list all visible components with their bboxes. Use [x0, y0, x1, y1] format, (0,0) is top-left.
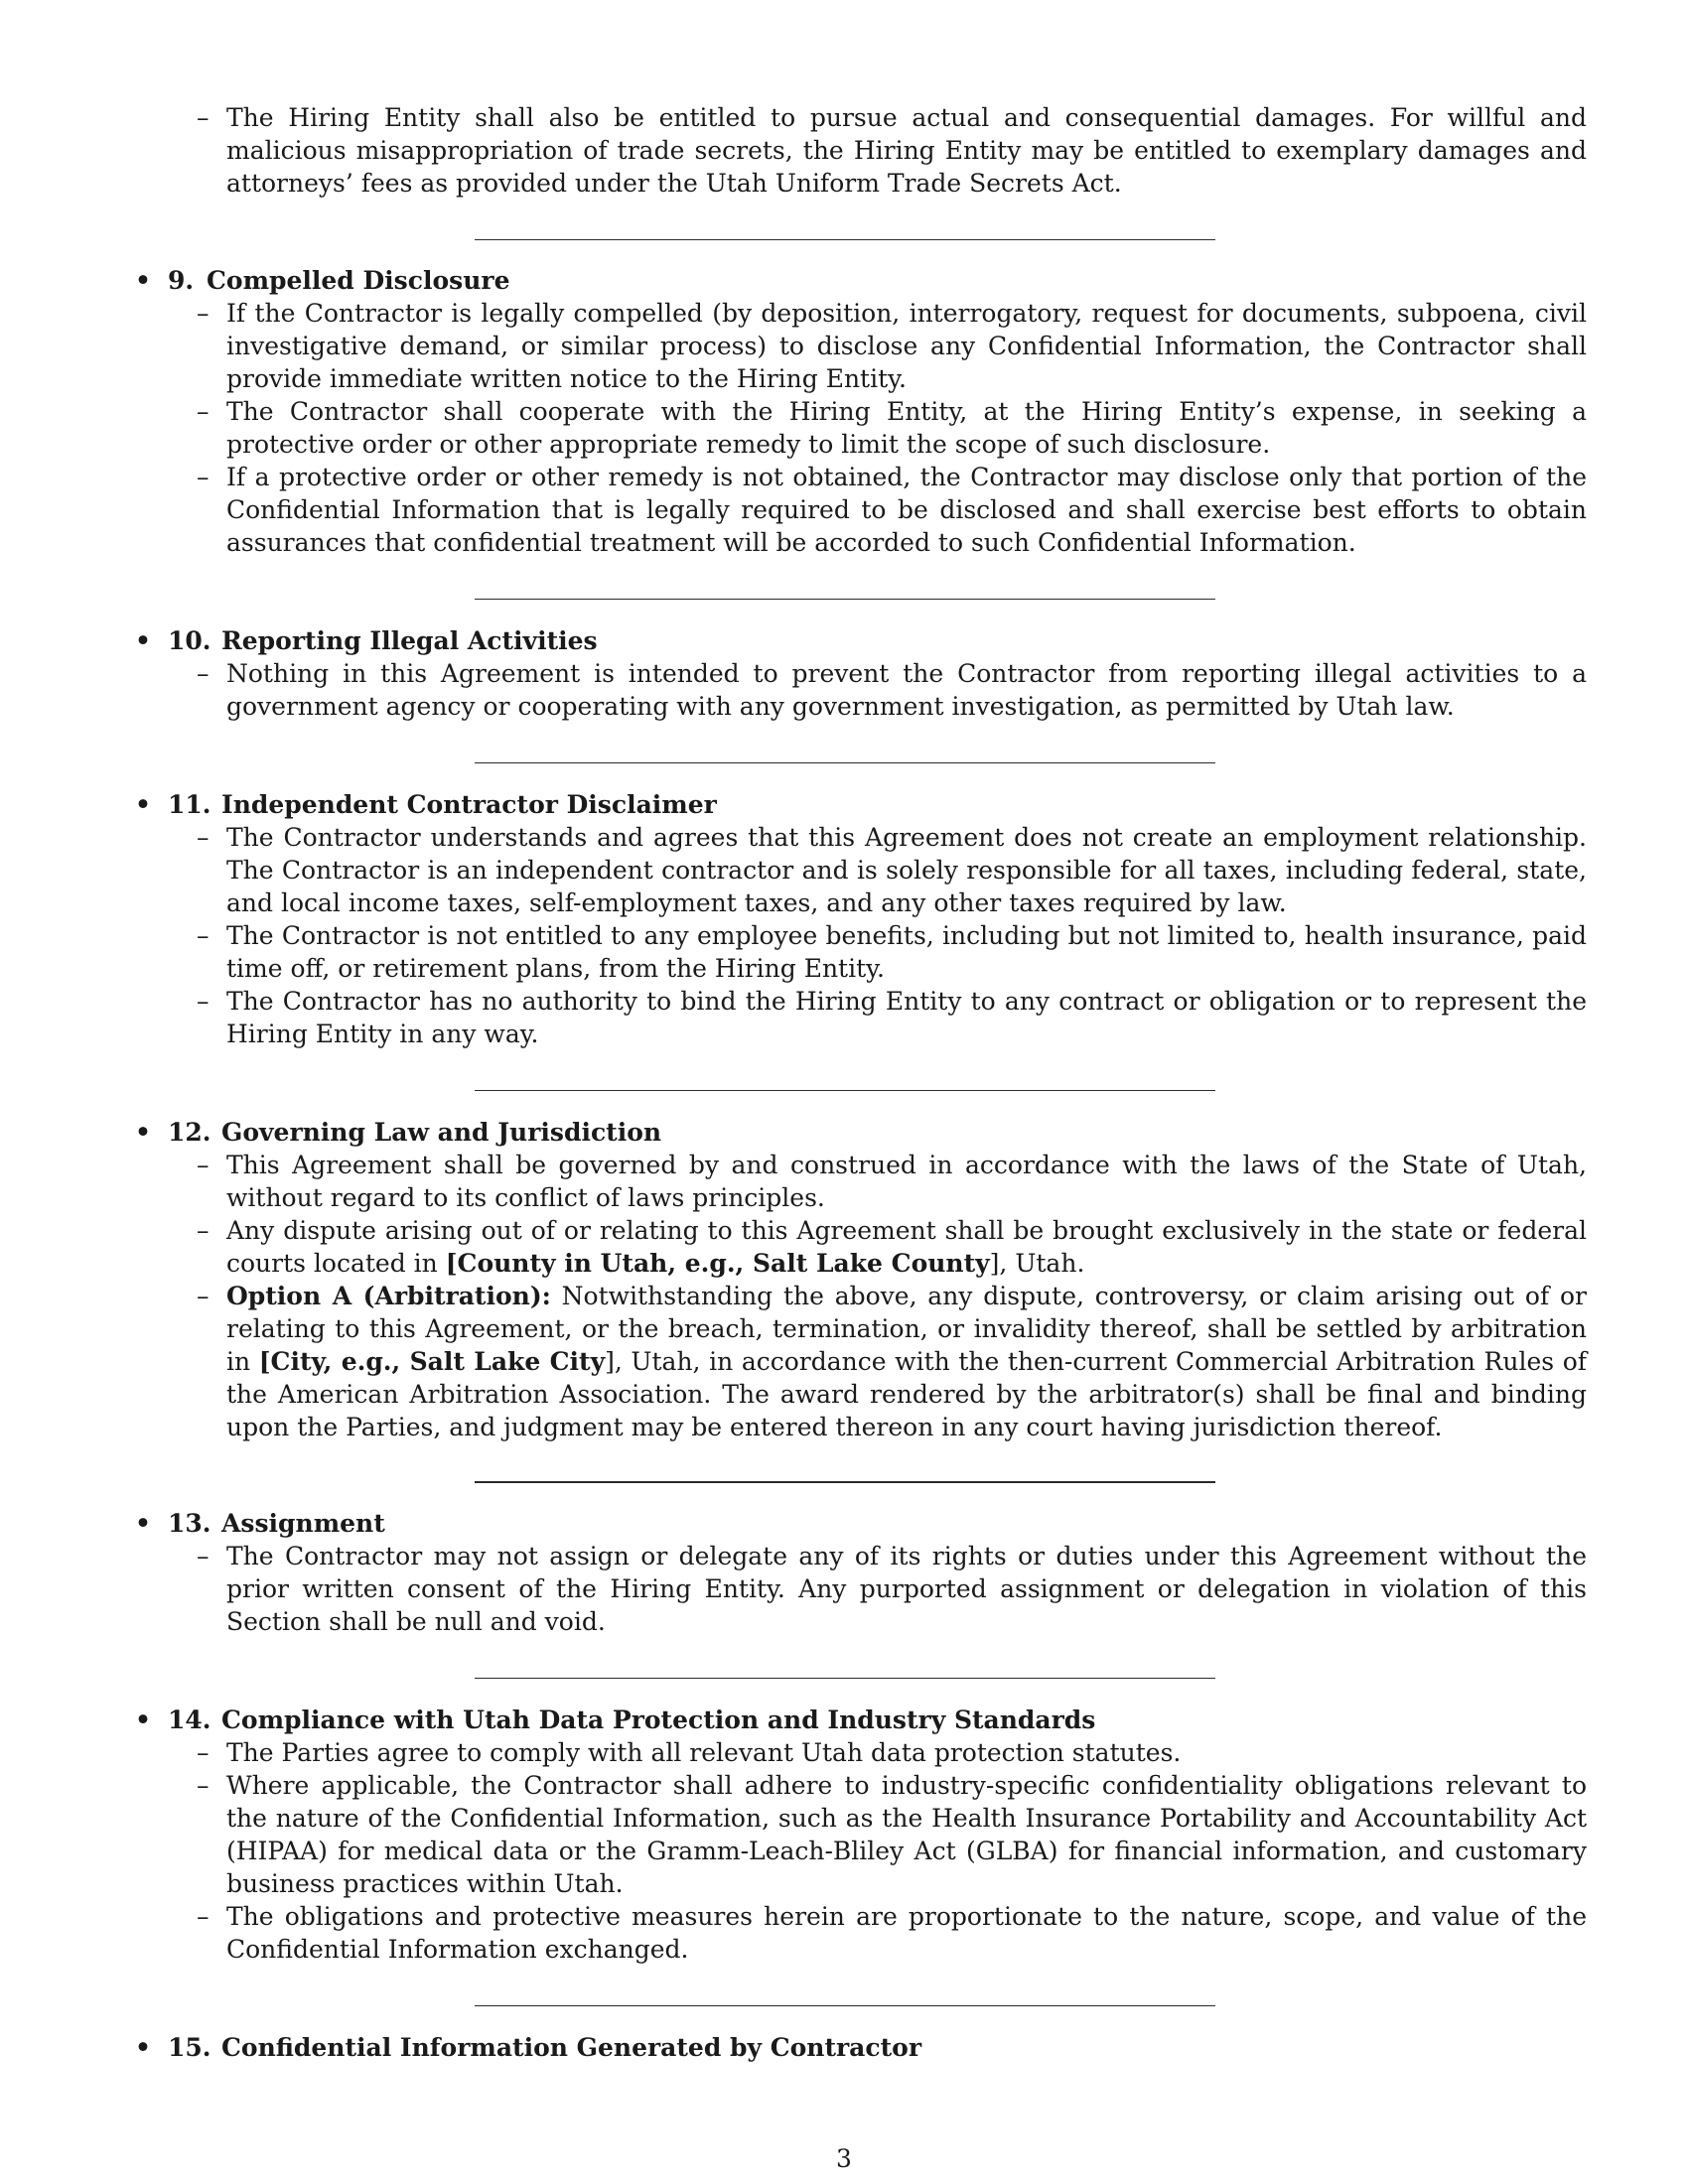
section-title: Compelled Disclosure [207, 266, 510, 295]
dash-marker: – [197, 1771, 210, 1800]
list-item-text-part: Notwithstanding the above, any dispute, controversy, or claim arising out of or relating to this Agreement, or the breach, termination, or invalidity thereof, shall be settled by arbitration in [226, 1282, 1587, 1376]
bullet-marker: • [135, 1509, 151, 1538]
dash-marker: – [197, 1282, 210, 1310]
dash-marker: – [197, 463, 210, 491]
dash-marker: – [197, 987, 210, 1016]
list-item-text: The obligations and protective measures herein are proportionate to the nature, scope, and value of the Confidential Information exchanged. [226, 1902, 1587, 1964]
option-label: Option A (Arbitration): [226, 1282, 551, 1310]
dash-marker: – [197, 1151, 210, 1179]
dash-marker: – [197, 397, 210, 426]
list-item [197, 919, 1587, 985]
bullet-marker: • [135, 1118, 151, 1147]
list-item [197, 1149, 1587, 1214]
section-divider [475, 1481, 1215, 1483]
section-divider [475, 2005, 1215, 2006]
section-divider [475, 1678, 1215, 1679]
dash-marker: – [197, 1902, 210, 1931]
list-item-text: The Contractor shall cooperate with the Hiring Entity, at the Hiring Entity’s expense, in seeking a protective order or other appropriate remedy to limit the scope of such disclosure. [226, 397, 1587, 459]
list-item-text-part: Any dispute arising out of or relating to this Agreement shall be brought exclusively in the state or federal courts located in [226, 1216, 1587, 1278]
list-item-text: The Parties agree to comply with all relevant Utah data protection statutes. [226, 1738, 1182, 1767]
dash-marker: – [197, 823, 210, 852]
list-item [197, 1900, 1587, 1966]
section-title: Assignment [221, 1509, 385, 1538]
list-item [197, 1736, 1587, 1769]
page-number: 3 [836, 2144, 852, 2173]
list-item [197, 1540, 1587, 1638]
list-item-text-part: ], Utah, in accordance with the then-current Commercial Arbitration Rules of the American Arbitration Association. The award rendered by the arbitrator(s) shall be final and binding upon the Parties, and judgment may be entered thereon in any court having jurisdiction thereof. [226, 1347, 1587, 1441]
list-item [197, 101, 1587, 200]
section-divider [475, 1090, 1215, 1091]
section-number: 12. [168, 1118, 211, 1147]
dash-marker: – [197, 299, 210, 328]
list-item [197, 1769, 1587, 1900]
dash-marker: – [197, 1216, 210, 1245]
section-title: Independent Contractor Disclaimer [221, 790, 717, 819]
section-title: Governing Law and Jurisdiction [221, 1118, 662, 1147]
bullet-marker: • [135, 1706, 151, 1734]
list-item-text: Where applicable, the Contractor shall adhere to industry-specific confidentiality obligations relevant to the nature of the Confidential Information, such as the Health Insurance Portability and Accountability Act (HIPAA) for medical data or the Gramm-Leach-Bliley Act (GLBA) for financial information, and customary business practices within Utah. [226, 1771, 1587, 1898]
list-item [197, 821, 1587, 919]
section-title: Compliance with Utah Data Protection and Industry Standards [221, 1706, 1096, 1734]
bullet-marker: • [135, 2033, 151, 2062]
dash-marker: – [197, 921, 210, 950]
section-title: Confidential Information Generated by Contractor [221, 2033, 921, 2062]
list-item-text [226, 1280, 1587, 1443]
list-item-text: The Contractor has no authority to bind the Hiring Entity to any contract or obligation or to represent the Hiring Entity in any way. [226, 987, 1587, 1048]
list-item [197, 1280, 1587, 1443]
bullet-marker: • [135, 266, 151, 295]
list-item [197, 461, 1587, 559]
dash-marker: – [197, 1738, 210, 1767]
list-item-text: The Contractor is not entitled to any employee benefits, including but not limited to, health insurance, paid time off, or retirement plans, from the Hiring Entity. [226, 921, 1587, 983]
list-item [197, 1214, 1587, 1280]
dash-marker: – [197, 659, 210, 688]
list-item-text: Nothing in this Agreement is intended to prevent the Contractor from reporting illegal activities to a government agency or cooperating with any government investigation, as permitted by Utah law. [226, 659, 1587, 721]
list-item-text: The Contractor understands and agrees that this Agreement does not create an employment relationship. The Contractor is an independent contractor and is solely responsible for all taxes, including federal, state, and local income taxes, self-employment taxes, and any other taxes required by law. [226, 823, 1587, 917]
list-item-text-part: ], Utah. [989, 1249, 1085, 1278]
list-item [197, 297, 1587, 395]
dash-marker: – [197, 103, 210, 132]
section-number: 11. [168, 790, 211, 819]
section-number: 9. [168, 266, 195, 295]
bullet-marker: • [135, 790, 151, 819]
list-item-text: If the Contractor is legally compelled (by deposition, interrogatory, request for documents, subpoena, civil investigative demand, or similar process) to disclose any Confidential Information, the Contractor shall provide immediate written notice to the Hiring Entity. [226, 299, 1587, 393]
list-item-text: The Contractor may not assign or delegate any of its rights or duties under this Agreement without the prior written consent of the Hiring Entity. Any purported assignment or delegation in violation of this Section shall be null and void. [226, 1542, 1587, 1636]
section-divider [475, 762, 1215, 763]
placeholder-county: [County in Utah, e.g., Salt Lake County [445, 1249, 990, 1278]
bullet-marker: • [135, 626, 151, 655]
list-item [197, 657, 1587, 723]
placeholder-city: [City, e.g., Salt Lake City [258, 1347, 606, 1376]
list-item-text [226, 1214, 1587, 1280]
list-item-text: This Agreement shall be governed by and construed in accordance with the laws of the State of Utah, without regard to its conflict of laws principles. [226, 1151, 1587, 1212]
list-item [197, 395, 1587, 461]
list-item-text: The Hiring Entity shall also be entitled to pursue actual and consequential damages. For willful and malicious misappropriation of trade secrets, the Hiring Entity may be entitled to exemplary damages and attorneys’ fees as provided under the Utah Uniform Trade Secrets Act. [226, 103, 1587, 198]
list-item [197, 985, 1587, 1050]
section-divider [475, 239, 1215, 240]
section-divider [475, 599, 1215, 600]
section-number: 15. [168, 2033, 211, 2062]
list-item-text: If a protective order or other remedy is not obtained, the Contractor may disclose only that portion of the Confidential Information that is legally required to be disclosed and shall exercise best efforts to obtain assurances that confidential treatment will be accorded to such Confidential Information. [226, 463, 1587, 557]
dash-marker: – [197, 1542, 210, 1570]
section-number: 10. [168, 626, 211, 655]
section-number: 13. [168, 1509, 211, 1538]
section-number: 14. [168, 1706, 211, 1734]
section-title: Reporting Illegal Activities [221, 626, 598, 655]
